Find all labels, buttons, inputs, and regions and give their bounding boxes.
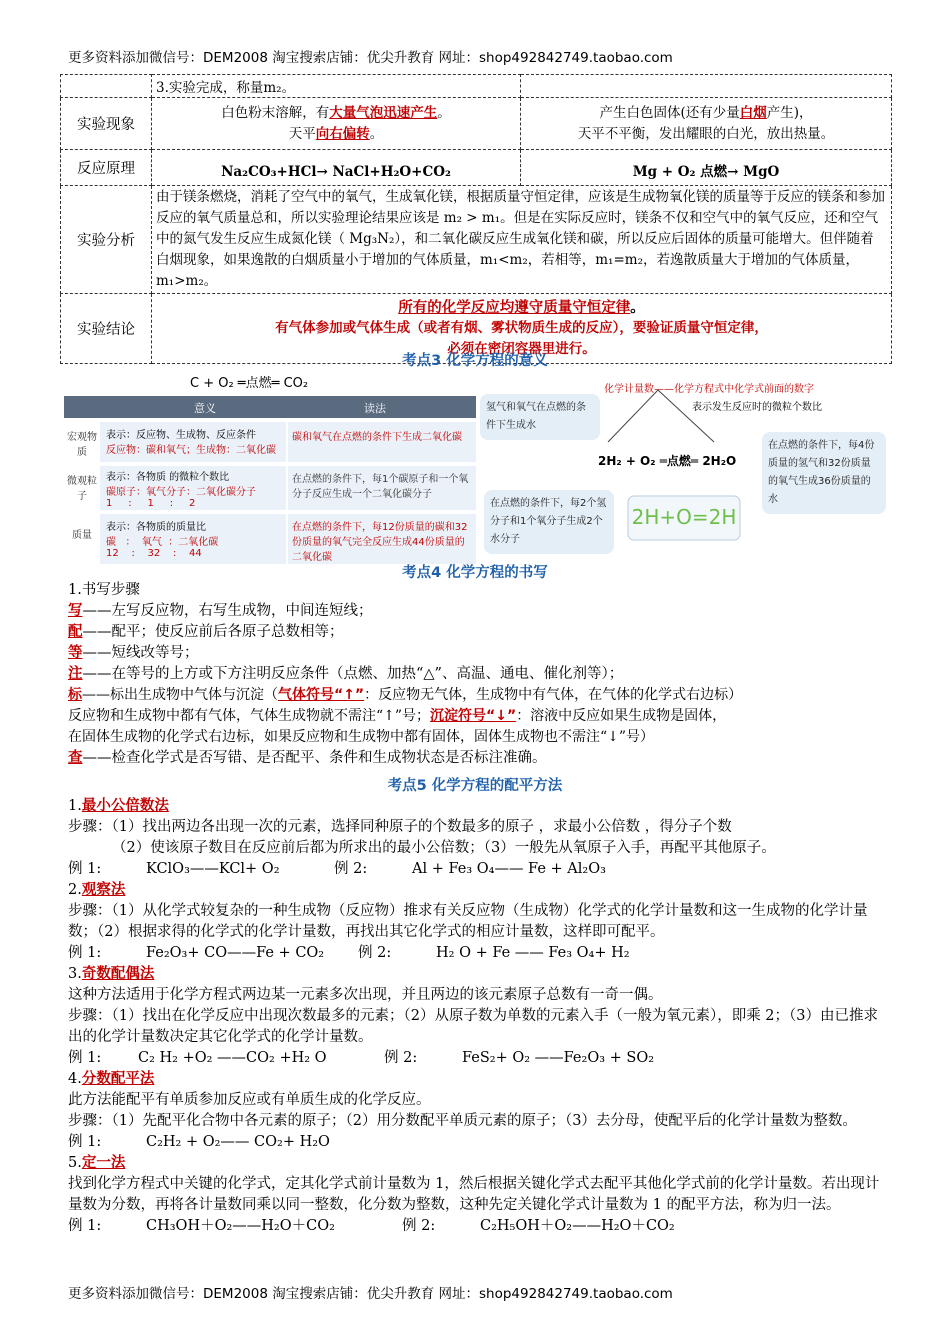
- conclusion-line3: 必须在密闭容器里进行。: [447, 341, 596, 357]
- table-cell: 3.实验完成，称量m₂。: [152, 75, 521, 98]
- keyword: 奇数配偶法: [81, 966, 155, 982]
- highlight: 向右偏转: [315, 125, 370, 142]
- section-title-kd3: 考点3 化学方程的意义: [402, 353, 548, 369]
- method-4-title: [68, 1069, 886, 1090]
- principle-right: Mg + O₂ 点燃→ MgO: [521, 150, 892, 186]
- row-desc: 表示：各物质的质量比: [106, 522, 206, 533]
- conclusion-line2: 有气体参加或气体生成（或者有烟、雾状物质生成的反应），要验证质量守恒定律，: [275, 320, 768, 336]
- step-equal: [68, 643, 886, 664]
- example-label: 例 2:: [358, 945, 392, 961]
- example-label: 例 1:: [68, 861, 102, 877]
- keyword: 配: [68, 624, 83, 640]
- example-eq: CH₃OH＋O₂——H₂O＋CO₂: [146, 1218, 335, 1234]
- table-row: [61, 98, 892, 150]
- row-ratio: 1 : 1 : 2: [106, 498, 196, 509]
- col-header-reading: 读法: [364, 402, 386, 415]
- example-label: 例 2:: [402, 1218, 436, 1234]
- row-name: 宏观物质: [67, 432, 97, 458]
- text: 天平不平衡，发出耀眼的白光，放出热量。: [577, 125, 835, 142]
- step-note: [68, 664, 886, 685]
- highlight: 大量气泡迅速产生: [329, 104, 438, 121]
- text: 反应物和生成物中都有气体，气体生成物就不需注“↑”号；: [68, 708, 431, 724]
- method-2-title: [68, 880, 886, 901]
- step-mark-3: 在固体生成物的化学式右边标，如果反应物和生成物中都有固体，固体生成物也不需注“↓”号）: [68, 729, 655, 745]
- example-eq: C₂ H₂ +O₂ ——CO₂ +H₂ O: [138, 1050, 327, 1066]
- method-5-desc: 找到化学方程式中关键的化学式，定其化学式前计量数为 1，然后根据关键化学式去配平其他化学式前的化学计量数。若出现计量数为分数，再将各计量数同乘以同一整数，化分数为整数，这种先定关键化学式计量数为 1 的配平方法，称为归一法。: [68, 1176, 880, 1213]
- text: ：溶液中反应如果生成物是固体，: [516, 708, 727, 724]
- example-eq: Al + Fe₃ O₄—— Fe + Al₂O₃: [412, 861, 606, 877]
- num: 5.: [68, 1155, 82, 1171]
- text: ——配平；使反应前后各原子总数相等；: [82, 624, 344, 640]
- keyword: 注: [68, 666, 83, 682]
- num: 2.: [68, 882, 82, 898]
- method-3-step: 步骤：（1）找出在化学反应中出现次数最多的元素；（2）从原子数为单数的元素入手（一般为氧元素），即乘 2；（3）由已推求出的化学计量数决定其它化学式的化学计量数。: [68, 1008, 879, 1045]
- text: 。: [437, 104, 451, 121]
- row-label-principle: 反应原理: [61, 150, 152, 186]
- num: 4.: [68, 1071, 82, 1087]
- molecule-art: 2H+O=2H: [631, 505, 737, 529]
- row-name: 微观粒子: [67, 476, 97, 502]
- col-header-meaning: 意义: [194, 402, 216, 415]
- text: ——左写反应物，右写生成物，中间连短线；: [82, 603, 373, 619]
- method-4-step: 步骤：（1）先配平化合物中各元素的原子；（2）用分数配平单质元素的原子；（3）去分母，使配平后的化学计量数为整数。: [68, 1113, 857, 1129]
- example-label: 例 1:: [68, 1050, 102, 1066]
- row-name: 质量: [72, 530, 92, 541]
- example-label: 例 1:: [68, 1218, 102, 1234]
- keyword: 最小公倍数法: [81, 798, 169, 814]
- kd4-body: [68, 580, 886, 769]
- method-5-title: [68, 1153, 886, 1174]
- example-eq: C₂H₅OH＋O₂——H₂O＋CO₂: [480, 1218, 675, 1234]
- row-desc: 表示：反应物、生成物、反应条件: [106, 430, 256, 441]
- experiment-table: [60, 74, 892, 364]
- keyword: 气体符号“↑”: [278, 687, 365, 703]
- keyword: 查: [68, 750, 83, 766]
- text: 。: [630, 299, 645, 316]
- phenomenon-left: [152, 98, 521, 150]
- diagram-arrows: [478, 372, 888, 568]
- method-1-examples: [68, 859, 886, 880]
- example-eq: Fe₂O₃+ CO——Fe + CO₂: [146, 945, 325, 961]
- example-label: 例 2:: [384, 1050, 418, 1066]
- method-3-desc: 这种方法适用于化学方程式两边某一元素多次出现，并且两边的该元素原子总数有一奇一偶。: [68, 987, 663, 1003]
- keyword: 等: [68, 645, 83, 661]
- figure-equation: C + O₂ ═点燃═ CO₂: [190, 376, 309, 391]
- method-3-title: [68, 964, 886, 985]
- step-mark-2: [68, 706, 886, 727]
- step-check: [68, 748, 886, 769]
- page-header: 更多资料添加微信号：DEM2008 淘宝搜索店铺：优尖升教育 网址：shop492842749.taobao.com: [68, 50, 673, 66]
- keyword: 标: [68, 687, 82, 703]
- example-eq: C₂H₂ + O₂—— CO₂+ H₂O: [146, 1134, 330, 1150]
- text: 天平: [288, 125, 316, 142]
- method-1-title: [68, 796, 886, 817]
- text: 。: [369, 125, 384, 142]
- table-row: [61, 186, 892, 294]
- row-detail: 碳 ： 氧气 ：二氧化碳: [106, 537, 219, 548]
- step-balance: [68, 622, 886, 643]
- text: ——在等号的上方或下方注明反应条件（点燃、加热“△”、高温、通电、催化剂等）；: [82, 666, 624, 682]
- row-label-conclusion: 实验结论: [61, 294, 152, 364]
- keyword: 分数配平法: [81, 1071, 155, 1087]
- method-3-examples: [68, 1048, 886, 1069]
- row-label-analysis: 实验分析: [61, 186, 152, 294]
- text: ——检查化学式是否写错、是否配平、条件和生成物状态是否标注准确。: [82, 750, 547, 766]
- row-detail: 反应物：碳和氧气；生成物：二氧化碳: [106, 445, 276, 456]
- method-4-examples: [68, 1132, 886, 1153]
- row-reading: 碳和氧气在点燃的条件下生成二氧化碳: [288, 422, 476, 462]
- diagram-bubble-micro: 在点燃的条件下，每2个氢分子和1个氧分子生成2个水分子: [484, 490, 614, 554]
- keyword: 定一法: [81, 1155, 126, 1171]
- text: ：反应物无气体，生成物中有气体，在气体的化学式右边标）: [364, 687, 743, 703]
- figure-header: [64, 396, 476, 418]
- analysis-text: 由于镁条燃烧，消耗了空气中的氧气，生成氧化镁，根据质量守恒定律，应该是生成物氧化镁的质量等于反应的镁条和参加反应的氧气质量总和，所以实验理论结果应该是 m₂ > m₁。但是在实际反应时，镁条不仅和空气中的氧气反应，还和空气中的氮气发生反应生成氮化镁（ Mg₃N₂），和二氧化碳反应生成氧化镁和碳，所以反应后固体的质量可能增大。但伴随着白烟现象，如果逸散的白烟质量小于增加的气体质量，m₁<m₂，若相等，m₁=m₂，若逸散质量大于增加的气体质量，m₁>m₂。: [152, 186, 892, 294]
- num: 1.: [68, 798, 82, 814]
- section-title-kd5: 考点5 化学方程的配平方法: [387, 778, 563, 794]
- section-title-kd4: 考点4 化学方程的书写: [402, 565, 548, 581]
- row-label-phenomenon: 实验现象: [61, 98, 152, 150]
- row-ratio: 12 : 32 : 44: [106, 548, 202, 559]
- figure-row-mass: [64, 514, 476, 564]
- text: ——短线改等号；: [82, 645, 199, 661]
- keyword: 沉淀符号“↓”: [430, 708, 517, 724]
- example-eq: KClO₃——KCl+ O₂: [146, 861, 280, 877]
- example-label: 例 1:: [68, 1134, 102, 1150]
- figure-row-macro: [64, 422, 476, 462]
- table-cell: [61, 75, 152, 98]
- text: ——标出生成物中气体与沉淀（: [82, 687, 278, 703]
- highlight: 白烟: [739, 104, 767, 121]
- method-1-step1: 步骤：（1）找出两边各出现一次的元素，选择同种原子的个数最多的原子 ，求最小公倍数 ，得分子个数: [68, 819, 732, 835]
- step-write: [68, 601, 886, 622]
- table-row: [61, 150, 892, 186]
- method-1-step2: （2）使该原子数目在反应前后都为所求出的最小公倍数；（3）一般先从氧原子入手，再配平其他原子。: [112, 840, 776, 856]
- diagram-label2: 表示发生反应时的微粒个数比: [692, 402, 822, 413]
- method-5-examples: [68, 1216, 886, 1237]
- method-2-examples: [68, 943, 886, 964]
- text: 产生)，: [766, 104, 813, 121]
- num: 3.: [68, 966, 82, 982]
- example-label: 例 2:: [334, 861, 368, 877]
- keyword: 观察法: [81, 882, 126, 898]
- example-eq: H₂ O + Fe —— Fe₃ O₄+ H₂: [436, 945, 630, 961]
- steps-title: 1.书写步骤: [68, 582, 140, 598]
- meaning-table-figure: [64, 372, 480, 568]
- kd5-body: [68, 796, 886, 1237]
- table-row: [61, 75, 892, 98]
- diagram-label: 化学计量数——化学方程式中化学式前面的数字: [604, 384, 814, 395]
- row-detail: 碳原子：氧气分子：二氧化碳分子: [106, 487, 256, 498]
- table-cell: [521, 75, 892, 98]
- method-4-desc: 此方法能配平有单质参加反应或有单质生成的化学反应。: [68, 1092, 431, 1108]
- example-eq: FeS₂+ O₂ ——Fe₂O₃ + SO₂: [462, 1050, 655, 1066]
- page-footer: 更多资料添加微信号：DEM2008 淘宝搜索店铺：优尖升教育 网址：shop492842749.taobao.com: [68, 1286, 673, 1302]
- conclusion-main: 所有的化学反应均遵守质量守恒定律: [398, 299, 631, 316]
- row-desc: 表示：各物质 的微粒个数比: [106, 472, 230, 483]
- diagram-equation: 2H₂ + O₂ ═点燃═ 2H₂O: [598, 454, 737, 468]
- row-reading: 在点燃的条件下，每1个碳原子和一个氧分子反应生成一个二氧化碳分子: [288, 466, 476, 510]
- principle-left: Na₂CO₃+HCl→ NaCl+H₂O+CO₂: [152, 150, 521, 186]
- example-label: 例 1:: [68, 945, 102, 961]
- text: 产生白色固体(还有少量: [599, 104, 740, 121]
- diagram-bubble-mass: 在点燃的条件下，每4份质量的氢气和32份质量的氧气生成36份质量的水: [762, 432, 886, 514]
- diagram-bubble-macro: 氢气和氧气在点燃的条件下生成水: [480, 394, 600, 440]
- keyword: 写: [68, 603, 83, 619]
- text: 白色粉末溶解，有: [221, 104, 330, 121]
- figure-row-micro: [64, 466, 476, 510]
- step-mark: [68, 685, 886, 706]
- row-reading: 在点燃的条件下，每12份质量的碳和32份质量的氧气完全反应生成44份质量的二氧化碳: [288, 514, 476, 564]
- method-2-step: 步骤：（1）从化学式较复杂的一种生成物（反应物）推求有关反应物（生成物）化学式的化学计量数和这一生成物的化学计量数；（2）根据求得的化学式的化学计量数，再找出其它化学式的相应计量数，这样即可配平。: [68, 903, 868, 940]
- phenomenon-right: [521, 98, 892, 150]
- hydrogen-diagram: [478, 372, 888, 568]
